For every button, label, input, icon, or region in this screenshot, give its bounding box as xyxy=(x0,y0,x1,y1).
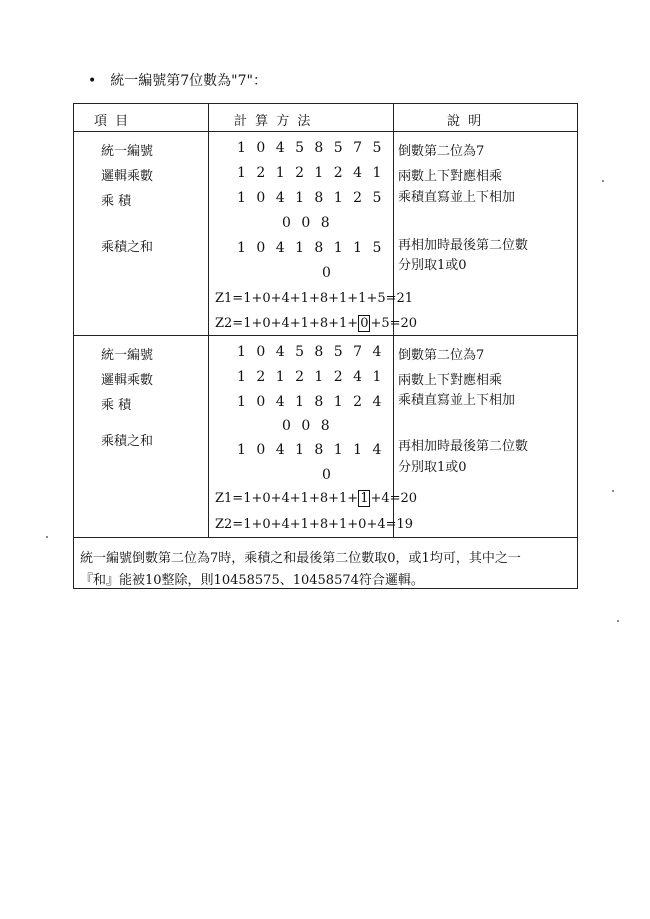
block1-calc-3: 0 0 8 xyxy=(282,215,333,231)
scan-speck xyxy=(617,620,619,622)
block2-desc-3: 再相加時最後第二位數 xyxy=(398,439,529,454)
note-line-1: 『和』能被10整除，則10458575、10458574符合邏輯。 xyxy=(80,573,424,588)
block1-z2: Z2=1+0+4+1+8+1+ 0 +5=20 xyxy=(215,316,418,331)
calculation-table xyxy=(73,103,578,589)
bullet-icon: • xyxy=(88,73,97,89)
block2-desc-0: 倒數第二位為7 xyxy=(398,348,485,363)
block1-item-1: 邏輯乘數 xyxy=(101,169,154,184)
block2-calc-3: 0 0 8 xyxy=(282,418,333,434)
column-divider-1 xyxy=(208,104,209,537)
block2-desc-4: 分別取1或0 xyxy=(398,460,467,475)
header-item: 項 目 xyxy=(94,114,131,129)
header-desc: 說 明 xyxy=(447,114,484,129)
block2-desc-1: 兩數上下對應相乘 xyxy=(398,373,503,388)
block1-calc-2: 1 0 4 1 8 1 2 5 xyxy=(237,190,385,206)
block1-z1: Z1=1+0+4+1+8+1+1+5=21 xyxy=(215,291,414,306)
scan-speck xyxy=(602,180,604,182)
block2-desc-2: 乘積直寫並上下相加 xyxy=(398,393,516,408)
header-divider xyxy=(74,131,577,132)
block1-item-2: 乘 積 xyxy=(101,194,132,209)
block2-item-3: 乘積之和 xyxy=(101,434,154,449)
header-method: 計 算 方 法 xyxy=(234,114,313,129)
block1-item-3: 乘積之和 xyxy=(101,240,154,255)
block2-z2: Z2=1+0+4+1+8+1+0+4=19 xyxy=(215,517,414,532)
boxed-digit: 1 xyxy=(360,491,369,506)
block2-item-2: 乘 積 xyxy=(101,398,132,413)
boxed-digit: 0 xyxy=(360,316,369,331)
block1-desc-0: 倒數第二位為7 xyxy=(398,144,485,159)
block1-calc-5: 0 xyxy=(322,265,334,281)
scan-speck xyxy=(46,536,48,538)
block1-desc-4: 分別取1或0 xyxy=(398,258,467,273)
block2-item-0: 統一編號 xyxy=(101,348,154,363)
block2-calc-5: 0 xyxy=(322,467,334,483)
block2-z1: Z1=1+0+4+1+8+1+ 1 +4=20 xyxy=(215,491,418,506)
note-divider xyxy=(74,537,577,538)
block2-item-1: 邏輯乘數 xyxy=(101,373,154,388)
block1-calc-0: 1 0 4 5 8 5 7 5 xyxy=(237,140,385,156)
block1-calc-4: 1 0 4 1 8 1 1 5 xyxy=(237,240,385,256)
section-heading xyxy=(88,70,267,90)
block2-calc-0: 1 0 4 5 8 5 7 4 xyxy=(237,344,385,360)
block1-desc-3: 再相加時最後第二位數 xyxy=(398,238,529,253)
block1-desc-2: 乘積直寫並上下相加 xyxy=(398,190,516,205)
block1-desc-1: 兩數上下對應相乘 xyxy=(398,169,503,184)
block-divider xyxy=(74,335,577,336)
scan-speck xyxy=(612,490,614,492)
block2-calc-2: 1 0 4 1 8 1 2 4 xyxy=(237,394,385,410)
block1-item-0: 統一編號 xyxy=(101,144,154,159)
block1-calc-1: 1 2 1 2 1 2 4 1 xyxy=(237,165,385,181)
block2-calc-4: 1 0 4 1 8 1 1 4 xyxy=(237,442,385,458)
block2-calc-1: 1 2 1 2 1 2 4 1 xyxy=(237,369,385,385)
section-heading-text: 統一編號第7位數為"7"： xyxy=(110,73,267,89)
note-line-0: 統一編號倒數第二位為7時，乘積之和最後第二位數取0，或1均可，其中之一 xyxy=(80,551,521,566)
